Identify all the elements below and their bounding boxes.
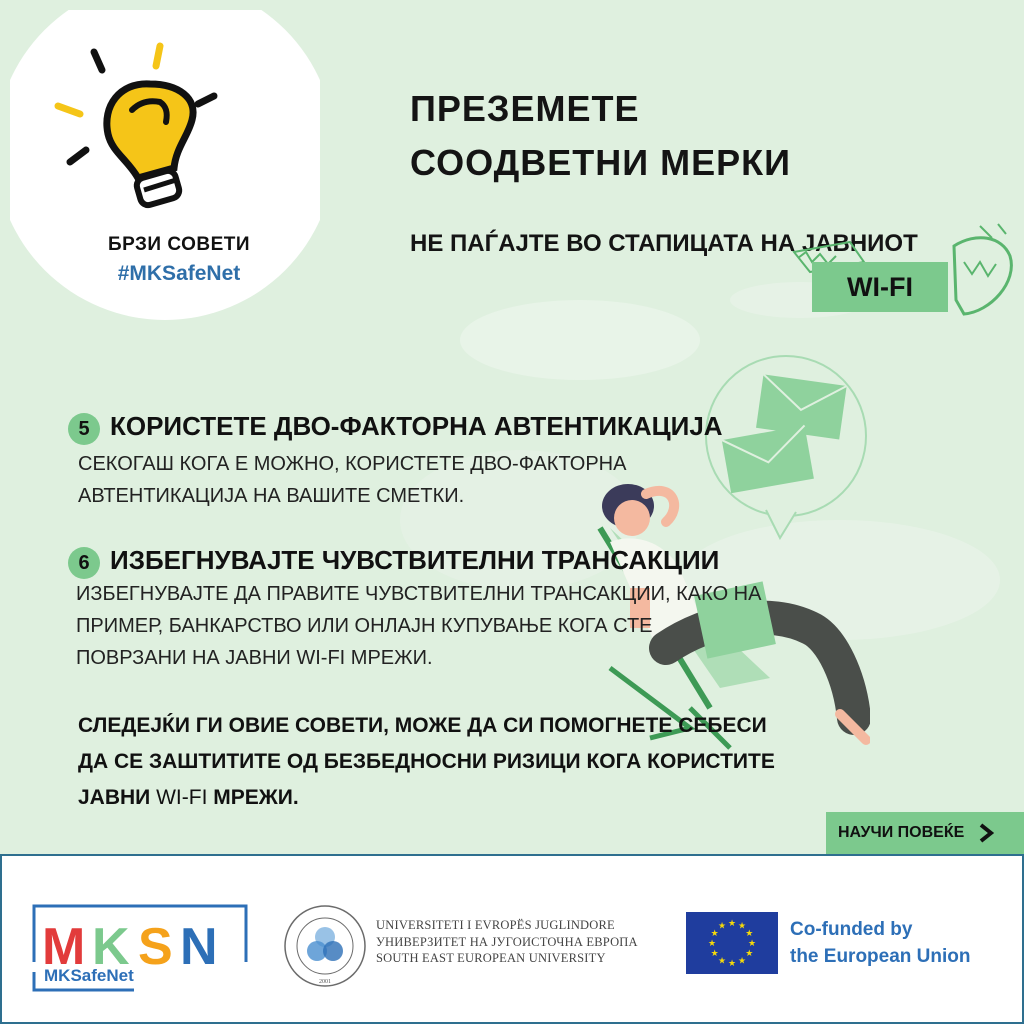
closing-wifi-text: WI-FI: [156, 786, 208, 809]
university-seal-icon: [282, 903, 368, 989]
eu-star-icon: ★: [707, 938, 717, 948]
tip-number-badge: 6: [68, 547, 100, 579]
mksn-label: MKSafeNet: [44, 966, 134, 985]
eu-cofunded-text: [790, 916, 971, 970]
eu-star-icon: ★: [745, 948, 754, 958]
university-name-line: УНИВЕРЗИТЕТ НА ЈУГОИСТОЧНА ЕВРОПА: [376, 934, 638, 949]
eu-star-icon: ★: [737, 920, 747, 931]
tip-body-line: ПОВРЗАНИ НА ЈАВНИ WI-FI МРЕЖИ.: [76, 647, 433, 669]
tip-title: ИЗБЕГНУВАЈТЕ ЧУВСТВИТЕЛНИ ТРАНСАКЦИИ: [110, 545, 720, 575]
eu-line: Co-funded by: [790, 919, 913, 940]
chevron-right-icon: [978, 823, 994, 843]
closing-line: [78, 780, 938, 816]
tip-body: [76, 578, 761, 674]
eu-star-icon: ★: [717, 920, 727, 931]
tip-body: [78, 448, 626, 512]
university-name-line: SOUTH EAST EUROPEAN UNIVERSITY: [376, 951, 606, 965]
page-title-line1: ПРЕЗЕМЕТЕ: [410, 88, 640, 129]
tip-title: КОРИСТЕТЕ ДВО-ФАКТОРНА АВТЕНТИКАЦИЈА: [110, 411, 723, 441]
mksn-letter-s: S: [138, 918, 173, 976]
badge-hashtag: #MKSafeNet: [117, 262, 241, 285]
closing-text: ЈАВНИ: [78, 786, 157, 809]
mksn-letter-n: N: [180, 918, 218, 976]
eu-star-icon: ★: [710, 928, 719, 938]
badge-title: БРЗИ СОВЕТИ: [107, 234, 251, 255]
tip-body-line: АВТЕНТИКАЦИЈА НА ВАШИТЕ СМЕТКИ.: [78, 485, 465, 507]
eu-star-icon: ★: [710, 948, 719, 958]
learn-more-button[interactable]: [826, 812, 1024, 854]
tip-body-line: ИЗБЕГНУВАЈТЕ ДА ПРАВИТЕ ЧУВСТВИТЕЛНИ ТРАНСАКЦИИ, КАКО НА: [76, 583, 762, 605]
closing-line: СЛЕДЕЈЌИ ГИ ОВИЕ СОВЕТИ, МОЖЕ ДА СИ ПОМОГНЕТЕ СЕБЕСИ: [78, 714, 767, 737]
lightbulb-icon: [50, 40, 230, 220]
university-name-line: UNIVERSITETI I EVROPËS JUGLINDORE: [376, 918, 615, 932]
eu-star-icon: ★: [745, 928, 754, 938]
eu-star-icon: ★: [737, 955, 747, 966]
eu-star-icon: ★: [747, 938, 757, 948]
tip-body-line: ПРИМЕР, БАНКАРСТВО ИЛИ ОНЛАЈН КУПУВАЊЕ КОГА СТЕ: [76, 615, 653, 637]
closing-text: МРЕЖИ.: [207, 786, 299, 809]
tip-number-badge: 5: [68, 413, 100, 445]
eu-star-icon: ★: [717, 955, 727, 966]
page-subtitle: НЕ ПАЃАЈТЕ ВО СТАПИЦАТА НА ЈАВНИОТ: [410, 230, 918, 257]
eu-flag-icon: [686, 912, 778, 974]
eu-star-icon: ★: [727, 958, 737, 968]
closing-statement: [78, 708, 938, 816]
wifi-label: WI-FI: [812, 262, 948, 312]
page-title-line2: СООДВЕТНИ МЕРКИ: [410, 142, 792, 183]
closing-line: ДА СЕ ЗАШТИТИТЕ ОД БЕЗБЕДНОСНИ РИЗИЦИ КОГА КОРИСТИТЕ: [78, 750, 775, 773]
tip-body-line: СЕКОГАШ КОГА Е МОЖНО, КОРИСТЕТЕ ДВО-ФАКТОРНА: [78, 453, 627, 475]
eu-star-icon: ★: [727, 918, 737, 928]
eu-line: the European Union: [790, 946, 971, 967]
learn-more-label: НАУЧИ ПОВЕЌЕ: [838, 824, 965, 841]
mksn-letter-m: M: [42, 918, 86, 976]
seal-year: 2001: [319, 979, 331, 985]
university-name: [376, 917, 638, 967]
mksn-letter-k: K: [92, 918, 130, 976]
